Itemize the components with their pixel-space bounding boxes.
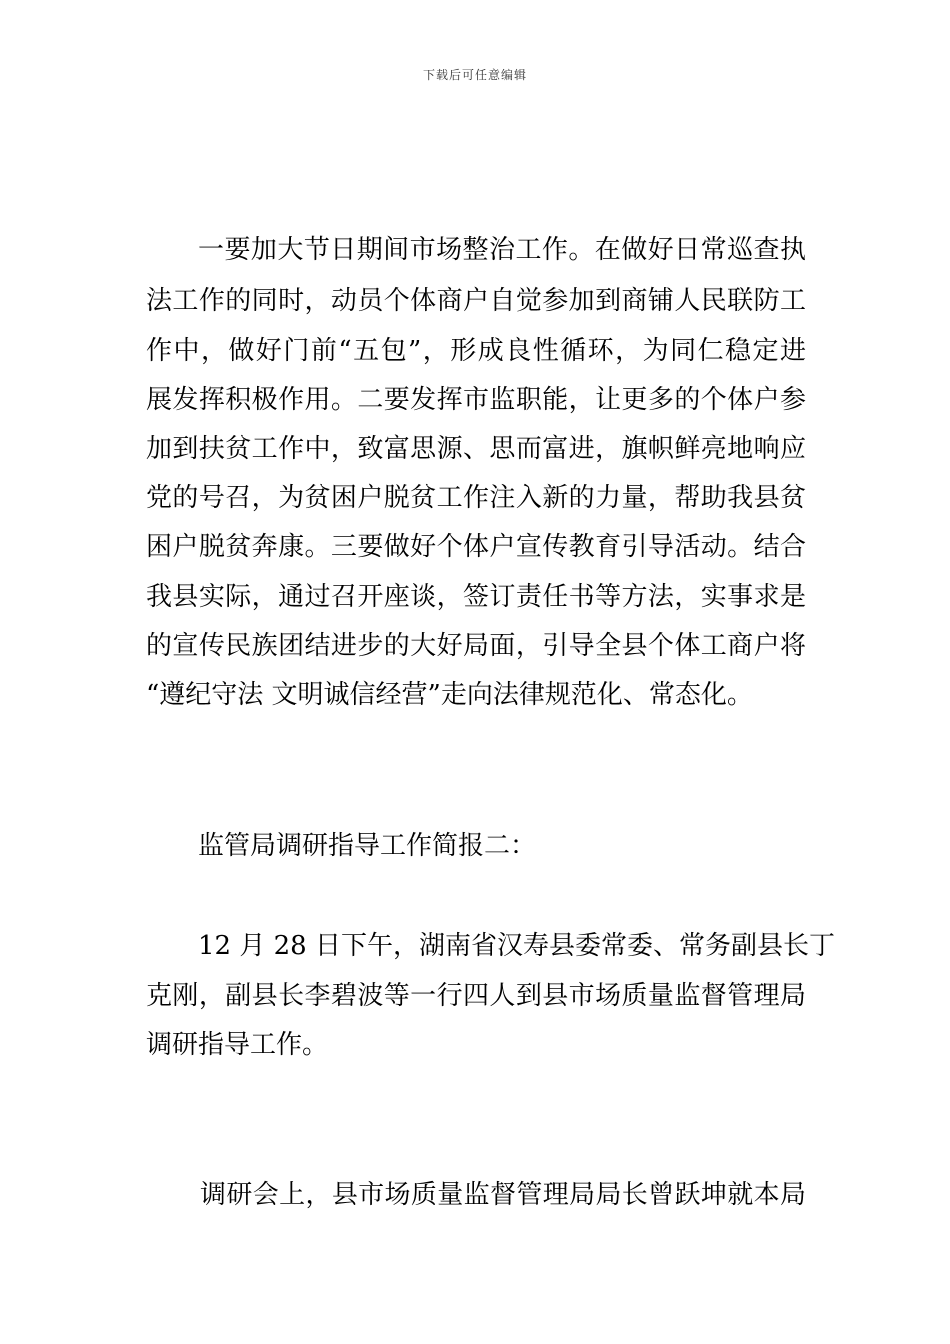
paragraph-line: 法工作的同时，动员个体商户自觉参加到商铺人民联防工 bbox=[146, 286, 806, 316]
paragraph-line: 展发挥积极作用。二要发挥市监职能，让更多的个体户参 bbox=[146, 385, 806, 415]
paragraph-line: 我县实际，通过召开座谈，签订责任书等方法，实事求是 bbox=[146, 582, 806, 612]
paragraph-line: 作中，做好门前“五包”，形成良性循环，为同仁稳定进 bbox=[146, 336, 806, 366]
paragraph-line: 困户脱贫奔康。三要做好个体户宣传教育引导活动。结合 bbox=[146, 532, 806, 562]
paragraph-line: 加到扶贫工作中，致富思源、思而富进，旗帜鲜亮地响应 bbox=[146, 434, 806, 464]
paragraph-line: 调研指导工作。 bbox=[146, 1030, 329, 1060]
paragraph-line: 的宣传民族团结进步的大好局面，引导全县个体工商户将 bbox=[146, 631, 806, 661]
paragraph-line: 党的号召，为贫困户脱贫工作注入新的力量，帮助我县贫 bbox=[146, 483, 806, 513]
paragraph-line: 克刚，副县长李碧波等一行四人到县市场质量监督管理局 bbox=[146, 981, 806, 1011]
paragraph-line: 12 月 28 日下午，湖南省汉寿县委常委、常务副县长丁 bbox=[198, 931, 835, 961]
paragraph-line: 一要加大节日期间市场整治工作。在做好日常巡查执 bbox=[198, 235, 806, 265]
paragraph-line: “遵纪守法 文明诚信经营”走向法律规范化、常态化。 bbox=[146, 680, 753, 710]
header-note: 下载后可任意编辑 bbox=[422, 68, 527, 82]
paragraph-line: 调研会上，县市场质量监督管理局局长曾跃坤就本局 bbox=[200, 1180, 806, 1210]
section-title: 监管局调研指导工作简报二： bbox=[198, 831, 537, 861]
